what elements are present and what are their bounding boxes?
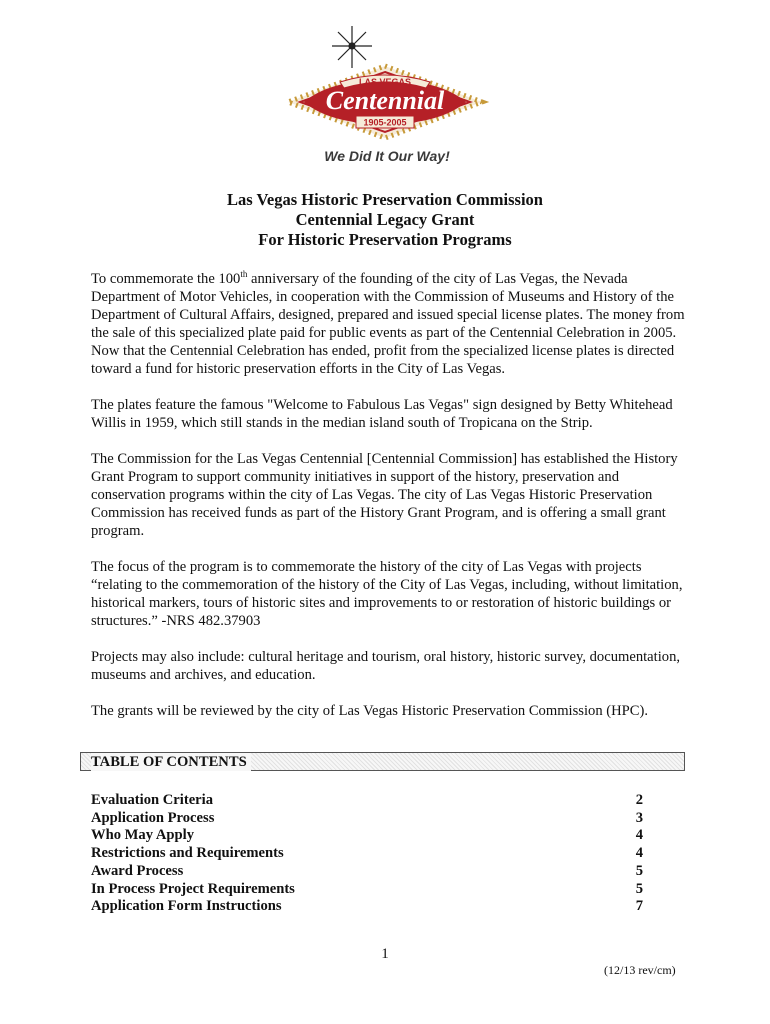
starburst-icon: [332, 26, 372, 68]
header-line-1: Las Vegas Historic Preservation Commission: [227, 190, 543, 209]
paragraph-commission: The Commission for the Las Vegas Centennial [Centennial Commission] has established the History Grant Program to support community initiatives in support of the history, preservation and conservation programs within the city of Las Vegas. The city of Las Vegas Historic Preservation Commission has received funds as part of the History Grant Program, and is offering a small grant program.: [91, 451, 678, 539]
toc-row[interactable]: Application Process 3: [91, 809, 643, 826]
paragraph-focus: The focus of the program is to commemorate the history of the city of Las Vegas with projects “relating to the commemoration of the history of the City of Las Vegas, including, without limitation, historical markers, tours of historic sites and improvements to or restoration of historic buildings or structures.” -NRS 482.37903: [91, 559, 683, 629]
table-of-contents: [91, 792, 643, 916]
logo-tagline: We Did It Our Way!: [324, 148, 450, 164]
paragraph-review: The grants will be reviewed by the city of Las Vegas Historic Preservation Commission (HPC).: [91, 703, 649, 719]
toc-header-bar: [80, 752, 685, 771]
paragraph-plates: The plates feature the famous "Welcome to Fabulous Las Vegas" sign designed by Betty Whitehead Willis in 1959, which still stands in the median island south of Tropicana on the Strip.: [91, 397, 673, 431]
logo-script-text: Centennial: [325, 86, 445, 115]
logo-top-text: LAS VEGAS: [358, 77, 412, 87]
document-header: [0, 190, 770, 250]
page-number: 1: [381, 946, 389, 962]
revision-note: (12/13 rev/cm): [604, 963, 676, 977]
paragraph-projects: Projects may also include: cultural heritage and tourism, oral history, historic survey, documentation, museums and archives, and education.: [91, 649, 681, 683]
toc-row[interactable]: Application Form Instructions 7: [91, 898, 643, 915]
toc-row[interactable]: In Process Project Requirements 5: [91, 880, 643, 897]
logo-years: 1905-2005: [363, 117, 407, 128]
toc-row[interactable]: Restrictions and Requirements 4: [91, 845, 643, 862]
toc-row[interactable]: Who May Apply 4: [91, 827, 643, 844]
paragraph-intro: To commemorate the 100th anniversary of the founding of the city of Las Vegas, the Nevada Department of Motor Vehicles, in cooperation with the Commission of Museums and History of the Department of Cultural Affairs, designed, prepared and issued special license plates. The money from the sale of this specialized plate paid for public events as part of the Centennial Celebration in 2005. Now that the Centennial Celebration has ended, profit from the specialized license plates is directed toward a fund for historic preservation efforts in the City of Las Vegas.: [91, 269, 685, 377]
header-line-3: For Historic Preservation Programs: [258, 230, 512, 249]
toc-title: TABLE OF CONTENTS: [91, 753, 251, 771]
toc-row[interactable]: Evaluation Criteria 2: [91, 792, 643, 808]
header-line-2: Centennial Legacy Grant: [295, 210, 475, 229]
toc-row[interactable]: Award Process 5: [91, 862, 643, 879]
document-body: [91, 270, 691, 738]
